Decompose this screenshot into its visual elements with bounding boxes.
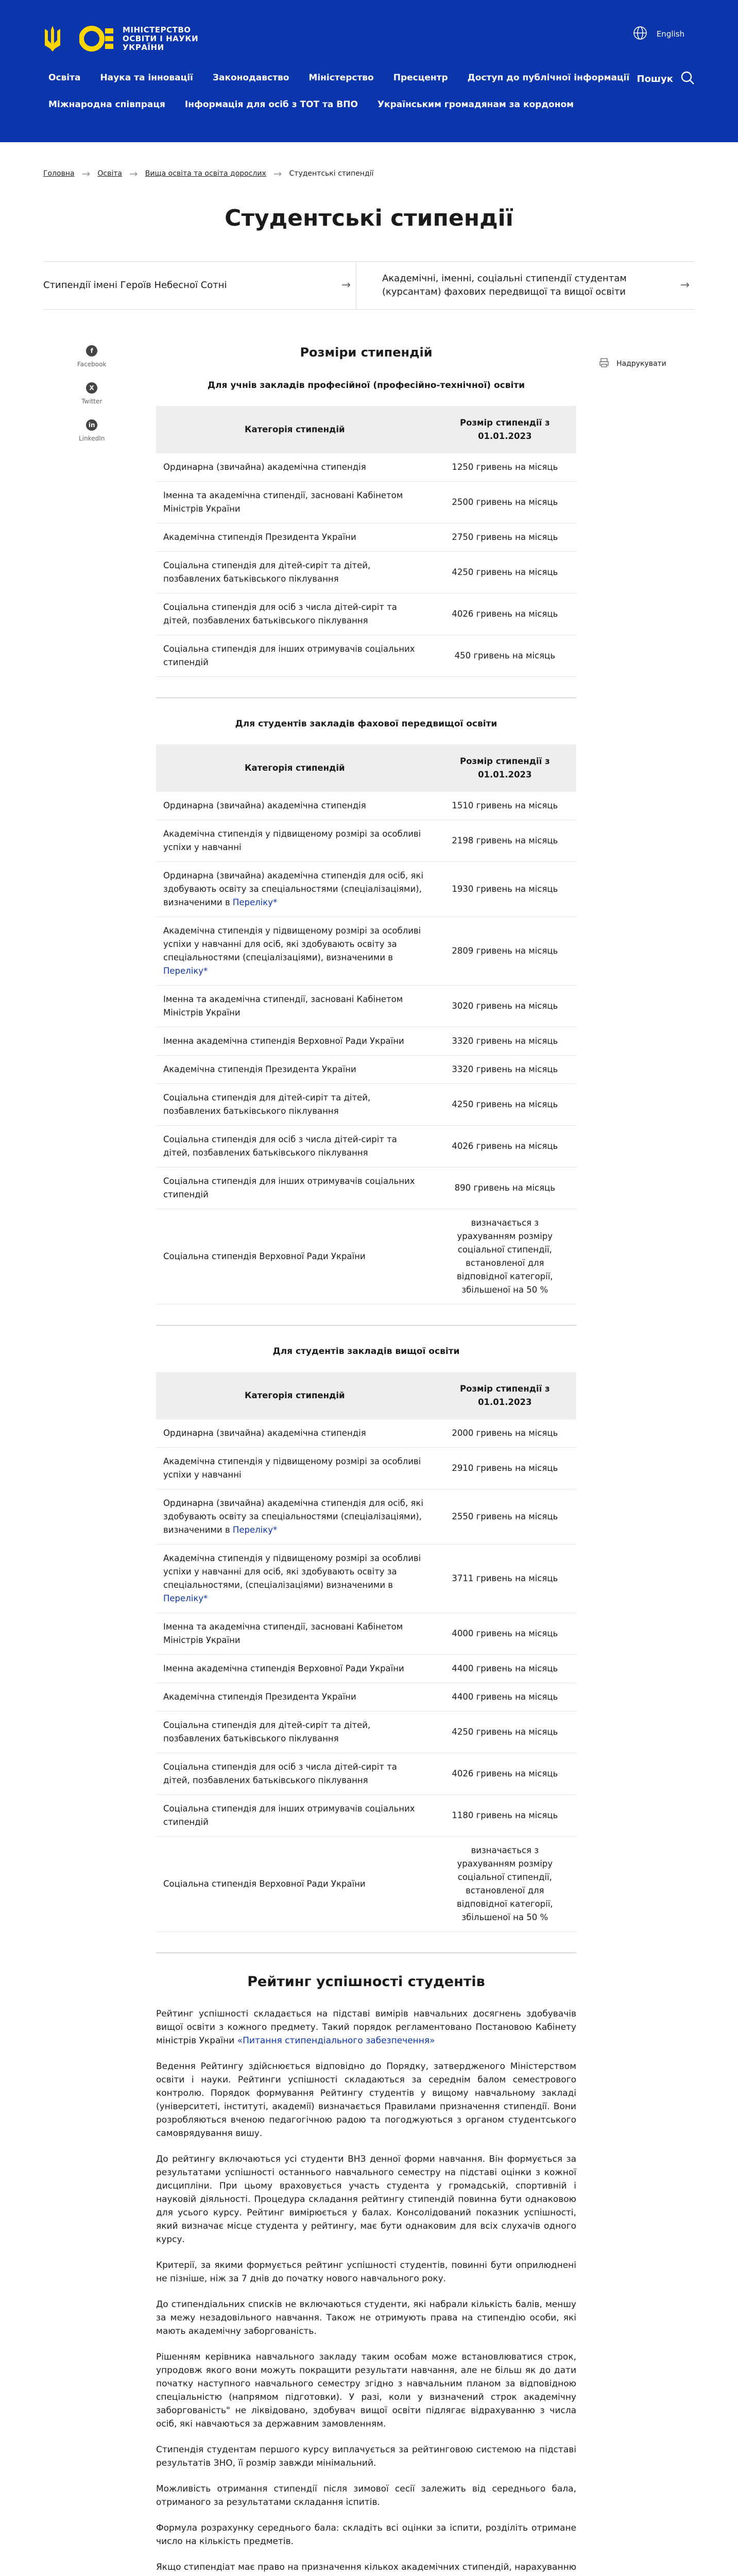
list-link[interactable]: Переліку* xyxy=(163,1594,208,1603)
column-header: Розмір стипендії з 01.01.2023 xyxy=(434,406,576,453)
table-row xyxy=(156,1084,576,1126)
table-row xyxy=(156,1837,576,1932)
table-row xyxy=(156,1683,576,1711)
mon-logo-mark-icon xyxy=(79,24,115,54)
breadcrumb xyxy=(43,167,373,180)
amount-cell: 4026 гривень на місяць xyxy=(434,594,576,635)
ministry-name: МІНІСТЕРСТВО ОСВІТИ І НАУКИ УКРАЇНИ xyxy=(123,25,199,52)
amount-cell: 1930 гривень на місяць xyxy=(434,862,576,917)
amount-cell: 890 гривень на місяць xyxy=(434,1167,576,1209)
amount-cell: 2198 гривень на місяць xyxy=(434,820,576,862)
print-button[interactable] xyxy=(599,358,666,370)
related-link-label: Академічні, іменні, соціальні стипендії студентам (курсантам) фахових передвищої та вищої освіти xyxy=(382,273,627,297)
breadcrumb-home[interactable]: Головна xyxy=(43,170,75,178)
paragraph: Стипендія студентам першого курсу виплачується за рейтинговою системою на підставі результатів ЗНО, її розмір завжди мінімальний. xyxy=(156,2445,576,2468)
category-cell: Академічна стипендія Президента України xyxy=(156,1683,434,1711)
amount-cell: 3320 гривень на місяць xyxy=(434,1056,576,1084)
table-row xyxy=(156,1167,576,1209)
amount-cell: 4250 гривень на місяць xyxy=(434,1084,576,1126)
table-row xyxy=(156,1209,576,1304)
category-cell: Соціальна стипендія для осіб з числа дітей-сиріт та дітей, позбавлених батьківського піклування xyxy=(156,594,434,635)
table-row xyxy=(156,1613,576,1655)
list-link[interactable]: Переліку* xyxy=(232,897,278,907)
nav-item-press-center[interactable]: Пресцентр xyxy=(393,73,448,83)
amount-cell: 4026 гривень на місяць xyxy=(434,1753,576,1795)
language-switch[interactable] xyxy=(633,26,684,42)
table-title: Для студентів закладів фахової передвищої освіти xyxy=(235,719,497,729)
amount-cell: 2500 гривень на місяць xyxy=(434,482,576,523)
share-label: Facebook xyxy=(77,361,107,368)
breadcrumb-higher-education[interactable]: Вища освіта та освіта дорослих xyxy=(145,170,266,178)
paragraph: Якщо стипендіат має право на призначення кількох академічних стипендій, нарахуванню xyxy=(156,2562,576,2572)
category-cell: Соціальна стипендія для дітей-сиріт та дітей, позбавлених батьківського піклування xyxy=(156,1084,434,1126)
section-title: Розміри стипендій xyxy=(300,345,433,360)
logo-area[interactable] xyxy=(43,20,198,58)
share-twitter[interactable] xyxy=(81,382,102,405)
table-row xyxy=(156,1711,576,1753)
table-row xyxy=(156,1545,576,1613)
search-button[interactable] xyxy=(637,71,695,88)
table-title: Для студентів закладів вищої освіти xyxy=(272,1346,460,1357)
amount-cell: 1180 гривень на місяць xyxy=(434,1795,576,1837)
arrow-right-icon: → xyxy=(341,279,351,292)
share-label: Twitter xyxy=(81,398,102,405)
nav-row-2 xyxy=(48,91,695,118)
column-header: Категорія стипендій xyxy=(156,406,434,453)
category-cell: Соціальна стипендія Верховної Ради України xyxy=(156,1209,434,1304)
table-row xyxy=(156,862,576,917)
arrow-right-icon: → xyxy=(680,279,690,292)
category-cell: Соціальна стипендія для осіб з числа дітей-сиріт та дітей, позбавлених батьківського піклування xyxy=(156,1126,434,1167)
paragraph: Рішенням керівника навчального закладу таким особам може встановлюватися строк, упродовж якого вони можуть покращити результати навчання, але не більш як до дати початку наступного навчального семестру згідно з навчальним планом за відповідною спеціальністю (напрямом підготовки). У разі, коли у визначений строк академічну заборгованість" не ліквідовано, здобувач вищої освіти підлягає відрахуванню з числа осіб, які навчаються за державним замовленням. xyxy=(156,2352,576,2429)
table-row xyxy=(156,1655,576,1683)
related-pages xyxy=(43,261,695,310)
category-cell: Академічна стипендія у підвищеному розмірі за особливі успіхи у навчанні xyxy=(156,820,434,862)
category-text: Ординарна (звичайна) академічна стипендія для осіб, які здобувають освіту за спеціальностями (спеціалізаціями), визначеними в xyxy=(163,871,423,907)
nav-item-tot-vpo[interactable]: Інформація для осіб з ТОТ та ВПО xyxy=(184,99,358,110)
category-text: Академічна стипендія у підвищеному розмірі за особливі успіхи у навчанні для осіб, які здобувають освіту за спеціальностями (спеціалізаціями), визначеними в xyxy=(163,926,421,962)
amount-cell: 2910 гривень на місяць xyxy=(434,1448,576,1489)
category-text: Академічна стипендія у підвищеному розмірі за особливі успіхи у навчанні для осіб, які здобувають освіту за спеціальностями, (спеціалізаціями) визначеними в xyxy=(163,1553,421,1590)
amount-cell: 2000 гривень на місяць xyxy=(434,1419,576,1448)
nav-item-abroad[interactable]: Українським громадянам за кордоном xyxy=(377,99,574,110)
table-row xyxy=(156,792,576,820)
amount-cell: 3320 гривень на місяць xyxy=(434,1027,576,1056)
list-link[interactable]: Переліку* xyxy=(163,966,208,976)
category-cell: Іменна та академічна стипендії, засновані Кабінетом Міністрів України xyxy=(156,482,434,523)
nav-item-ministry[interactable]: Міністерство xyxy=(308,73,374,83)
column-header: Розмір стипендії з 01.01.2023 xyxy=(434,744,576,792)
section-divider xyxy=(156,1325,576,1326)
category-cell xyxy=(156,1545,434,1613)
table-row xyxy=(156,482,576,523)
share-panel xyxy=(77,345,106,456)
breadcrumb-education[interactable]: Освіта xyxy=(97,170,122,178)
category-cell: Академічна стипендія у підвищеному розмірі за особливі успіхи у навчанні xyxy=(156,1448,434,1489)
table-row xyxy=(156,1448,576,1489)
table-row xyxy=(156,453,576,482)
page-title: Студентські стипендії xyxy=(225,205,513,231)
table-row xyxy=(156,594,576,635)
table-row xyxy=(156,523,576,552)
table-row xyxy=(156,1489,576,1545)
amount-cell: 4250 гривень на місяць xyxy=(434,1711,576,1753)
arrow-right-icon: → xyxy=(273,167,282,180)
scholarship-table-prehigher xyxy=(156,744,576,1304)
category-cell: Соціальна стипендія для осіб з числа дітей-сиріт та дітей, позбавлених батьківського піклування xyxy=(156,1753,434,1795)
twitter-icon: X xyxy=(86,382,97,394)
share-label: LinkedIn xyxy=(79,435,105,442)
table-row xyxy=(156,1795,576,1837)
breadcrumb-current: Студентські стипендії xyxy=(289,170,374,178)
category-cell: Соціальна стипендія Верховної Ради України xyxy=(156,1837,434,1932)
list-link[interactable]: Переліку* xyxy=(232,1525,278,1535)
related-link-academic[interactable] xyxy=(382,262,695,309)
table-row xyxy=(156,1126,576,1167)
table-row xyxy=(156,552,576,594)
category-cell: Ординарна (звичайна) академічна стипендія xyxy=(156,1419,434,1448)
amount-cell: 1510 гривень на місяць xyxy=(434,792,576,820)
search-icon xyxy=(680,71,695,88)
category-cell: Академічна стипендія Президента України xyxy=(156,1056,434,1084)
search-label: Пошук xyxy=(637,74,673,84)
category-cell: Ординарна (звичайна) академічна стипендія xyxy=(156,453,434,482)
amount-cell: 2750 гривень на місяць xyxy=(434,523,576,552)
amount-cell: визначається з урахуванням розміру соціальної стипендії, встановленої для відповідної категорії, збільшеної на 50 % xyxy=(434,1837,576,1932)
nav-item-science[interactable]: Наука та інновації xyxy=(100,73,193,83)
print-label: Надрукувати xyxy=(616,360,666,368)
scholarship-table-higher xyxy=(156,1372,576,1932)
category-text: Ординарна (звичайна) академічна стипендія для осіб, які здобувають освіту за спеціальностями (спеціалізаціями), визначеними в xyxy=(163,1498,423,1535)
category-cell: Соціальна стипендія для інших отримувачів соціальних стипендій xyxy=(156,1795,434,1837)
related-link-label: Стипендії імені Героїв Небесної Сотні xyxy=(43,280,227,291)
column-header: Розмір стипендії з 01.01.2023 xyxy=(434,1372,576,1419)
rating-section-title: Рейтинг успішності студентів xyxy=(247,1974,485,1990)
column-header: Категорія стипендій xyxy=(156,1372,434,1419)
category-cell: Іменна та академічна стипендії, засновані Кабінетом Міністрів України xyxy=(156,1613,434,1655)
table-row xyxy=(156,1419,576,1448)
amount-cell: 4026 гривень на місяць xyxy=(434,1126,576,1167)
table-header-row xyxy=(156,406,576,453)
nav-item-public-info[interactable]: Доступ до публічної інформації xyxy=(467,73,630,83)
amount-cell: 2809 гривень на місяць xyxy=(434,917,576,986)
category-cell: Соціальна стипендія для дітей-сиріт та дітей, позбавлених батьківського піклування xyxy=(156,552,434,594)
category-cell: Іменна академічна стипендія Верховної Ради України xyxy=(156,1027,434,1056)
nav-item-education[interactable]: Освіта xyxy=(48,73,81,83)
paragraph: Формула розрахунку середнього бала: складіть всі оцінки за іспити, розділіть отримане число на кількість предметів. xyxy=(156,2523,576,2547)
column-header: Категорія стипендій xyxy=(156,744,434,792)
scholarship-table-vocational xyxy=(156,406,576,677)
amount-cell: 4000 гривень на місяць xyxy=(434,1613,576,1655)
category-cell xyxy=(156,1489,434,1545)
amount-cell: 450 гривень на місяць xyxy=(434,635,576,677)
resolution-link[interactable]: «Питання стипендіального забезпечення» xyxy=(237,2036,435,2046)
nav-item-legislation[interactable]: Законодавство xyxy=(212,73,289,83)
amount-cell: 1250 гривень на місяць xyxy=(434,453,576,482)
nav-row-1 xyxy=(48,64,695,91)
table-row xyxy=(156,917,576,986)
paragraph: До стипендіальних списків не включаються студенти, які набрали кількість балів, меншу за межу незадовільного навчання. Також не отримують права на стипендію особи, які мають академічну заборгованість. xyxy=(156,2299,576,2336)
arrow-right-icon: → xyxy=(129,167,138,180)
paragraph: Ведення Рейтингу здійснюється відповідно до Порядку, затвердженого Міністерством освіти і науки. Рейтинги успішності складаються за середнім балом семестрового контролю. Порядок формування Рейтингу студентів у вищому навчальному закладі (університеті, інституті, академії) визначається Правилами призначення стипендії. Вони розробляються вченою педагогічною радою та погоджуються з органом студентського самоврядування вишу. xyxy=(156,2061,576,2139)
table-title: Для учнів закладів професійної (професійно-технічної) освіти xyxy=(207,380,525,391)
category-cell: Іменна та академічна стипендії, засновані Кабінетом Міністрів України xyxy=(156,986,434,1027)
amount-cell: 4400 гривень на місяць xyxy=(434,1683,576,1711)
related-link-heroes[interactable] xyxy=(43,262,356,309)
main-nav xyxy=(48,64,695,118)
category-cell: Іменна академічна стипендія Верховної Ради України xyxy=(156,1655,434,1683)
amount-cell: визначається з урахуванням розміру соціальної стипендії, встановленої для відповідної категорії, збільшеної на 50 % xyxy=(434,1209,576,1304)
language-label[interactable]: English xyxy=(656,29,684,39)
table-row xyxy=(156,820,576,862)
amount-cell: 2550 гривень на місяць xyxy=(434,1489,576,1545)
amount-cell: 3020 гривень на місяць xyxy=(434,986,576,1027)
category-cell: Академічна стипендія Президента України xyxy=(156,523,434,552)
paragraph: Можливість отримання стипендії після зимової сесії залежить від середнього бала, отриманого за результатами складання іспитів. xyxy=(156,2484,576,2507)
amount-cell: 4250 гривень на місяць xyxy=(434,552,576,594)
arrow-right-icon: → xyxy=(81,167,91,180)
category-cell: Соціальна стипендія для дітей-сиріт та дітей, позбавлених батьківського піклування xyxy=(156,1711,434,1753)
paragraph: До рейтингу включаються усі студенти ВНЗ денної форми навчання. Він формується за результатами успішності останнього навчального семестру на підставі оцінки з кожної дисципліни. При цьому враховується участь студента у громадській, спортивній і науковій діяльності. Процедура складання рейтингу стипендій повинна бути однаковою для усього курсу. Рейтинг вимірюється у балах. Консолідований показник успішності, який визначає місце студента у рейтингу, має бути однаковим для всіх слухачів одного курсу. xyxy=(156,2154,576,2245)
nav-item-international[interactable]: Міжнародна співпраця xyxy=(48,99,165,110)
table-row xyxy=(156,1027,576,1056)
table-row xyxy=(156,1753,576,1795)
linkedin-icon: in xyxy=(86,419,97,431)
trident-icon xyxy=(43,25,62,53)
ministry-logo[interactable] xyxy=(79,24,198,54)
paragraph: Критерії, за якими формується рейтинг успішності студентів, повинні бути оприлюднені не пізніше, ніж за 7 днів до початку нового навчального року. xyxy=(156,2260,576,2284)
category-cell xyxy=(156,862,434,917)
category-cell xyxy=(156,917,434,986)
main-content xyxy=(156,345,576,2576)
share-linkedin[interactable] xyxy=(79,419,105,442)
printer-icon xyxy=(599,358,609,370)
paragraph-text: Рейтинг успішності складається на підставі вимірів навчальних досягнень здобувачів вищої освіти з кожного предмету. Такий порядок регламентовано Постановою Кабінету міністрів України xyxy=(156,2009,576,2046)
category-cell: Соціальна стипендія для інших отримувачів соціальних стипендій xyxy=(156,1167,434,1209)
amount-cell: 4400 гривень на місяць xyxy=(434,1655,576,1683)
table-row xyxy=(156,1056,576,1084)
amount-cell: 3711 гривень на місяць xyxy=(434,1545,576,1613)
globe-icon xyxy=(633,26,647,42)
table-row xyxy=(156,635,576,677)
category-cell: Соціальна стипендія для інших отримувачів соціальних стипендій xyxy=(156,635,434,677)
site-header xyxy=(0,0,738,142)
table-header-row xyxy=(156,744,576,792)
facebook-icon: f xyxy=(86,345,97,357)
category-cell: Ординарна (звичайна) академічна стипендія xyxy=(156,792,434,820)
table-row xyxy=(156,986,576,1027)
table-header-row xyxy=(156,1372,576,1419)
paragraph xyxy=(156,2007,576,2047)
share-facebook[interactable] xyxy=(77,345,106,368)
